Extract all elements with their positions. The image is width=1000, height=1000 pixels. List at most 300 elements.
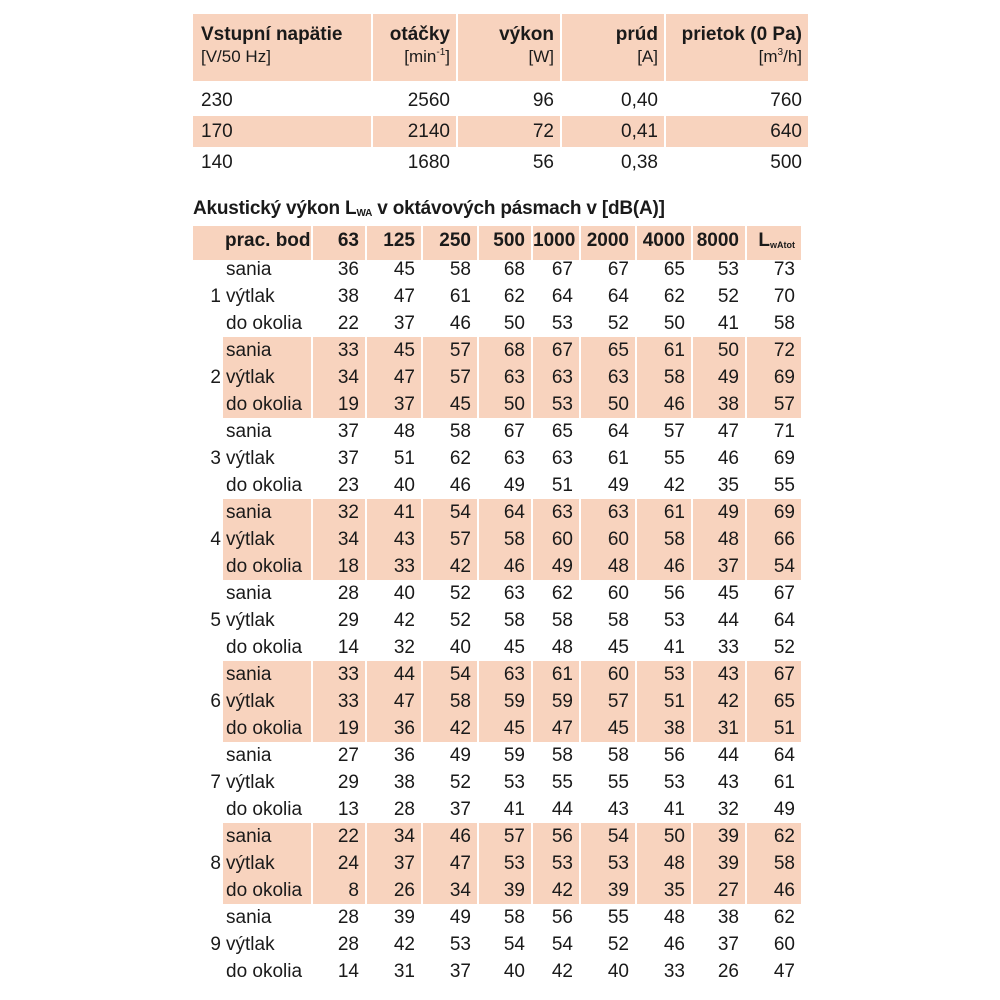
band-value-cell: 49: [421, 742, 477, 769]
band-value-cell: 45: [365, 337, 421, 364]
band-value-cell: 64: [579, 283, 635, 310]
band-value-cell: 33: [311, 337, 365, 364]
band-value-cell: 54: [421, 661, 477, 688]
band-value-cell: 52: [691, 283, 745, 310]
row-label: sania: [226, 421, 272, 442]
table2-row: [193, 283, 808, 310]
operating-point-number: 9: [210, 934, 221, 955]
row-label: do okolia: [226, 475, 303, 496]
total-value-cell: 47: [745, 958, 801, 985]
operating-point-group: [193, 580, 808, 661]
band-value-cell: 43: [365, 526, 421, 553]
total-value-cell: 66: [745, 526, 801, 553]
row-label: do okolia: [226, 313, 303, 334]
band-value-cell: 46: [421, 823, 477, 850]
operating-point-number: [193, 958, 223, 985]
table1-cell: 760: [664, 85, 808, 116]
operating-point-number: 5: [210, 610, 221, 631]
band-value-cell: 29: [311, 769, 365, 796]
band-value-cell: 60: [579, 526, 635, 553]
operating-point-group: [193, 661, 808, 742]
row-label: výtlak: [226, 448, 275, 469]
header-band: 125: [365, 226, 421, 260]
total-value-cell: 46: [745, 877, 801, 904]
header-band: 4000: [635, 226, 691, 260]
band-value-cell: 56: [635, 742, 691, 769]
band-value-cell: 67: [477, 418, 531, 445]
band-value-cell: 40: [421, 634, 477, 661]
total-value-cell: 69: [745, 499, 801, 526]
operating-point-number: 1: [210, 286, 221, 307]
operating-point-number: [193, 391, 223, 418]
operating-point-number: [193, 553, 223, 580]
band-value-cell: 31: [691, 715, 745, 742]
table2-row: [193, 823, 808, 850]
band-value-cell: 64: [579, 418, 635, 445]
band-value-cell: 27: [691, 877, 745, 904]
row-label: do okolia: [223, 715, 311, 742]
total-value-cell: 55: [745, 472, 801, 499]
band-value-cell: 51: [531, 472, 579, 499]
row-label: výtlak: [226, 934, 275, 955]
band-value-cell: 46: [421, 472, 477, 499]
row-label: do okolia: [223, 553, 311, 580]
operating-point-number: [193, 499, 223, 526]
table2-row: [193, 391, 808, 418]
total-value-cell: 73: [745, 256, 801, 283]
operating-point-number: [193, 877, 223, 904]
table1-row: [193, 85, 808, 116]
band-value-cell: 55: [579, 769, 635, 796]
band-value-cell: 60: [579, 580, 635, 607]
band-value-cell: 53: [691, 256, 745, 283]
band-value-cell: 43: [691, 769, 745, 796]
table2-row: [193, 796, 808, 823]
band-value-cell: 46: [635, 553, 691, 580]
band-value-cell: 54: [477, 931, 531, 958]
row-label: sania: [226, 907, 272, 928]
band-value-cell: 48: [635, 904, 691, 931]
table1-cell: 500: [664, 147, 808, 178]
band-value-cell: 19: [311, 391, 365, 418]
band-value-cell: 67: [531, 256, 579, 283]
operating-point-number: 6: [210, 691, 221, 712]
band-value-cell: 58: [635, 364, 691, 391]
band-value-cell: 40: [579, 958, 635, 985]
band-value-cell: 32: [311, 499, 365, 526]
row-label: výtlak: [223, 364, 311, 391]
band-value-cell: 38: [365, 769, 421, 796]
row-label: sania: [223, 661, 311, 688]
band-value-cell: 47: [531, 715, 579, 742]
total-value-cell: 64: [745, 742, 801, 769]
operating-point-number: 7: [210, 772, 221, 793]
operating-point-group: [193, 418, 808, 499]
row-label: výtlak: [223, 850, 311, 877]
band-value-cell: 63: [477, 580, 531, 607]
band-value-cell: 41: [691, 310, 745, 337]
acoustic-power-table: [193, 226, 808, 985]
row-label: sania: [223, 337, 311, 364]
band-value-cell: 52: [421, 769, 477, 796]
operating-point-number: [193, 310, 223, 337]
band-value-cell: 23: [311, 472, 365, 499]
table2-row: [193, 580, 808, 607]
band-value-cell: 13: [311, 796, 365, 823]
header-band: 63: [311, 226, 365, 260]
band-value-cell: 28: [365, 796, 421, 823]
band-value-cell: 60: [579, 661, 635, 688]
band-value-cell: 34: [311, 364, 365, 391]
band-value-cell: 50: [477, 391, 531, 418]
band-value-cell: 63: [579, 499, 635, 526]
band-value-cell: 33: [635, 958, 691, 985]
band-value-cell: 43: [691, 661, 745, 688]
total-value-cell: 70: [745, 283, 801, 310]
band-value-cell: 48: [579, 553, 635, 580]
band-value-cell: 52: [421, 580, 477, 607]
row-label: do okolia: [226, 799, 303, 820]
table1-row: [193, 147, 808, 178]
band-value-cell: 49: [477, 472, 531, 499]
operating-point-number: [193, 634, 223, 661]
operating-point-number: [193, 796, 223, 823]
band-value-cell: 58: [421, 256, 477, 283]
band-value-cell: 45: [579, 715, 635, 742]
header-band: 500: [477, 226, 531, 260]
operating-point-group: [193, 823, 808, 904]
band-value-cell: 18: [311, 553, 365, 580]
band-value-cell: 63: [579, 364, 635, 391]
band-value-cell: 27: [311, 742, 365, 769]
band-value-cell: 42: [365, 607, 421, 634]
band-value-cell: 47: [365, 688, 421, 715]
table2-row: [193, 526, 808, 553]
electrical-data-table: [193, 14, 808, 178]
band-value-cell: 53: [579, 850, 635, 877]
band-value-cell: 63: [531, 445, 579, 472]
band-value-cell: 33: [365, 553, 421, 580]
band-value-cell: 14: [311, 958, 365, 985]
operating-point-number: [193, 337, 223, 364]
band-value-cell: 52: [579, 310, 635, 337]
band-value-cell: 65: [579, 337, 635, 364]
band-value-cell: 62: [635, 283, 691, 310]
row-label: sania: [226, 583, 272, 604]
total-value-cell: 67: [745, 661, 801, 688]
band-value-cell: 26: [691, 958, 745, 985]
band-value-cell: 41: [635, 796, 691, 823]
operating-point-number: 2: [210, 367, 221, 388]
band-value-cell: 46: [691, 445, 745, 472]
band-value-cell: 42: [365, 931, 421, 958]
table2-row: [193, 877, 808, 904]
total-value-cell: 64: [745, 607, 801, 634]
table2-row: [193, 769, 808, 796]
table1-cell: 1680: [371, 147, 456, 178]
band-value-cell: 47: [421, 850, 477, 877]
band-value-cell: 37: [311, 445, 365, 472]
band-value-cell: 59: [477, 742, 531, 769]
band-value-cell: 64: [477, 499, 531, 526]
table1-cell: 72: [456, 116, 560, 147]
total-value-cell: 54: [745, 553, 801, 580]
total-value-cell: 69: [745, 445, 801, 472]
band-value-cell: 41: [365, 499, 421, 526]
header-total: $L_{wAtot}$: [745, 226, 801, 260]
band-value-cell: 58: [579, 742, 635, 769]
band-value-cell: 37: [691, 553, 745, 580]
table2-row: [193, 499, 808, 526]
operating-point-group: [193, 904, 808, 985]
band-value-cell: 40: [477, 958, 531, 985]
band-value-cell: 37: [365, 310, 421, 337]
acoustic-table-title: Akustický výkon $L_{WA}$ v oktávových pásmach v [dB(A)]: [193, 198, 665, 219]
table2-row: [193, 256, 808, 283]
band-value-cell: 49: [531, 553, 579, 580]
band-value-cell: 48: [635, 850, 691, 877]
operating-point-group: [193, 256, 808, 337]
table2-row: [193, 418, 808, 445]
header-airflow: prietok (0 Pa) $[m^3/h]$: [664, 14, 808, 81]
band-value-cell: 46: [421, 310, 477, 337]
band-value-cell: 58: [635, 526, 691, 553]
operating-point-number: [193, 580, 223, 607]
total-value-cell: 62: [745, 823, 801, 850]
band-value-cell: 52: [579, 931, 635, 958]
band-value-cell: 58: [421, 418, 477, 445]
band-value-cell: 36: [365, 742, 421, 769]
band-value-cell: 36: [311, 256, 365, 283]
operating-point-group: [193, 499, 808, 580]
table1-row: [193, 116, 808, 147]
band-value-cell: 58: [531, 607, 579, 634]
band-value-cell: 8: [311, 877, 365, 904]
band-value-cell: 52: [421, 607, 477, 634]
band-value-cell: 68: [477, 337, 531, 364]
band-value-cell: 51: [365, 445, 421, 472]
band-value-cell: 36: [365, 715, 421, 742]
total-value-cell: 61: [745, 769, 801, 796]
row-label: do okolia: [223, 877, 311, 904]
band-value-cell: 33: [691, 634, 745, 661]
band-value-cell: 48: [365, 418, 421, 445]
band-value-cell: 61: [635, 337, 691, 364]
table2-header-row: [193, 226, 808, 256]
band-value-cell: 61: [531, 661, 579, 688]
table1-cell: 640: [664, 116, 808, 147]
band-value-cell: 41: [477, 796, 531, 823]
table2-row: [193, 742, 808, 769]
band-value-cell: 53: [635, 769, 691, 796]
band-value-cell: 42: [531, 877, 579, 904]
band-value-cell: 53: [531, 310, 579, 337]
band-value-cell: 50: [635, 310, 691, 337]
header-operating-point: prac. bod: [223, 226, 311, 260]
band-value-cell: 38: [635, 715, 691, 742]
total-value-cell: 52: [745, 634, 801, 661]
operating-point-number: [193, 823, 223, 850]
band-value-cell: 56: [531, 823, 579, 850]
band-value-cell: 61: [579, 445, 635, 472]
operating-point-number: 3: [210, 448, 221, 469]
band-value-cell: 24: [311, 850, 365, 877]
band-value-cell: 44: [531, 796, 579, 823]
band-value-cell: 59: [477, 688, 531, 715]
band-value-cell: 37: [421, 796, 477, 823]
row-label: výtlak: [226, 610, 275, 631]
band-value-cell: 43: [579, 796, 635, 823]
table1-cell: 0,41: [560, 116, 664, 147]
total-value-cell: 60: [745, 931, 801, 958]
band-value-cell: 44: [365, 661, 421, 688]
band-value-cell: 42: [421, 553, 477, 580]
band-value-cell: 37: [365, 850, 421, 877]
table2-row: [193, 553, 808, 580]
band-value-cell: 35: [691, 472, 745, 499]
table1-cell: 2560: [371, 85, 456, 116]
header-band: 2000: [579, 226, 635, 260]
band-value-cell: 45: [579, 634, 635, 661]
operating-point-number: [193, 904, 223, 931]
band-value-cell: 46: [635, 931, 691, 958]
row-label: do okolia: [226, 961, 303, 982]
total-value-cell: 57: [745, 391, 801, 418]
table1-cell: 0,40: [560, 85, 664, 116]
band-value-cell: 63: [531, 499, 579, 526]
header-band: 8000: [691, 226, 745, 260]
band-value-cell: 14: [311, 634, 365, 661]
band-value-cell: 39: [691, 823, 745, 850]
band-value-cell: 26: [365, 877, 421, 904]
band-value-cell: 61: [421, 283, 477, 310]
row-label: výtlak: [226, 772, 275, 793]
table2-row: [193, 472, 808, 499]
band-value-cell: 67: [531, 337, 579, 364]
band-value-cell: 53: [477, 769, 531, 796]
band-value-cell: 45: [691, 580, 745, 607]
band-value-cell: 68: [477, 256, 531, 283]
table2-row: [193, 661, 808, 688]
band-value-cell: 53: [531, 850, 579, 877]
band-value-cell: 51: [635, 688, 691, 715]
total-value-cell: 69: [745, 364, 801, 391]
band-value-cell: 56: [531, 904, 579, 931]
band-value-cell: 40: [365, 580, 421, 607]
band-value-cell: 28: [311, 931, 365, 958]
band-value-cell: 35: [635, 877, 691, 904]
band-value-cell: 32: [365, 634, 421, 661]
band-value-cell: 58: [579, 607, 635, 634]
band-value-cell: 63: [531, 364, 579, 391]
table1-cell: 0,38: [560, 147, 664, 178]
operating-point-number: [193, 742, 223, 769]
table2-row: [193, 364, 808, 391]
operating-point-number: [193, 661, 223, 688]
total-value-cell: 62: [745, 904, 801, 931]
band-value-cell: 47: [365, 283, 421, 310]
band-value-cell: 58: [421, 688, 477, 715]
band-value-cell: 39: [477, 877, 531, 904]
band-value-cell: 50: [635, 823, 691, 850]
band-value-cell: 37: [311, 418, 365, 445]
row-label: sania: [223, 499, 311, 526]
band-value-cell: 40: [365, 472, 421, 499]
total-value-cell: 58: [745, 850, 801, 877]
band-value-cell: 49: [691, 364, 745, 391]
band-value-cell: 45: [477, 634, 531, 661]
operating-point-number: 8: [210, 853, 221, 874]
table1-cell: 2140: [371, 116, 456, 147]
table2-row: [193, 904, 808, 931]
band-value-cell: 38: [691, 904, 745, 931]
band-value-cell: 41: [635, 634, 691, 661]
band-value-cell: 33: [311, 688, 365, 715]
row-label: do okolia: [223, 391, 311, 418]
band-value-cell: 54: [531, 931, 579, 958]
band-value-cell: 67: [579, 256, 635, 283]
table1-cell: 140: [201, 152, 233, 173]
table2-row: [193, 715, 808, 742]
band-value-cell: 37: [691, 931, 745, 958]
total-value-cell: 51: [745, 715, 801, 742]
band-value-cell: 65: [635, 256, 691, 283]
table2-row: [193, 337, 808, 364]
band-value-cell: 54: [579, 823, 635, 850]
band-value-cell: 58: [477, 904, 531, 931]
band-value-cell: 58: [531, 742, 579, 769]
header-speed: otáčky $[\min^{-1}]$: [371, 14, 456, 81]
table2-row: [193, 850, 808, 877]
band-value-cell: 33: [311, 661, 365, 688]
table1-cell: 170: [193, 116, 371, 147]
band-value-cell: 19: [311, 715, 365, 742]
band-value-cell: 55: [635, 445, 691, 472]
band-value-cell: 53: [635, 661, 691, 688]
total-value-cell: 72: [745, 337, 801, 364]
row-label: sania: [226, 745, 272, 766]
band-value-cell: 63: [477, 661, 531, 688]
row-label: výtlak: [226, 286, 275, 307]
operating-point-number: [193, 418, 223, 445]
total-value-cell: 71: [745, 418, 801, 445]
band-value-cell: 50: [691, 337, 745, 364]
band-value-cell: 55: [579, 904, 635, 931]
band-value-cell: 39: [365, 904, 421, 931]
operating-point-number: [193, 256, 223, 283]
band-value-cell: 65: [531, 418, 579, 445]
band-value-cell: 58: [477, 607, 531, 634]
band-value-cell: 57: [635, 418, 691, 445]
band-value-cell: 38: [691, 391, 745, 418]
table2-row: [193, 688, 808, 715]
band-value-cell: 46: [477, 553, 531, 580]
band-value-cell: 37: [365, 391, 421, 418]
band-value-cell: 63: [477, 364, 531, 391]
band-value-cell: 55: [531, 769, 579, 796]
band-value-cell: 53: [421, 931, 477, 958]
total-value-cell: 67: [745, 580, 801, 607]
table2-row: [193, 931, 808, 958]
operating-point-number: [193, 715, 223, 742]
row-label: do okolia: [226, 637, 303, 658]
band-value-cell: 60: [531, 526, 579, 553]
band-value-cell: 28: [311, 904, 365, 931]
band-value-cell: 22: [311, 310, 365, 337]
band-value-cell: 42: [635, 472, 691, 499]
total-value-cell: 65: [745, 688, 801, 715]
band-value-cell: 57: [421, 364, 477, 391]
